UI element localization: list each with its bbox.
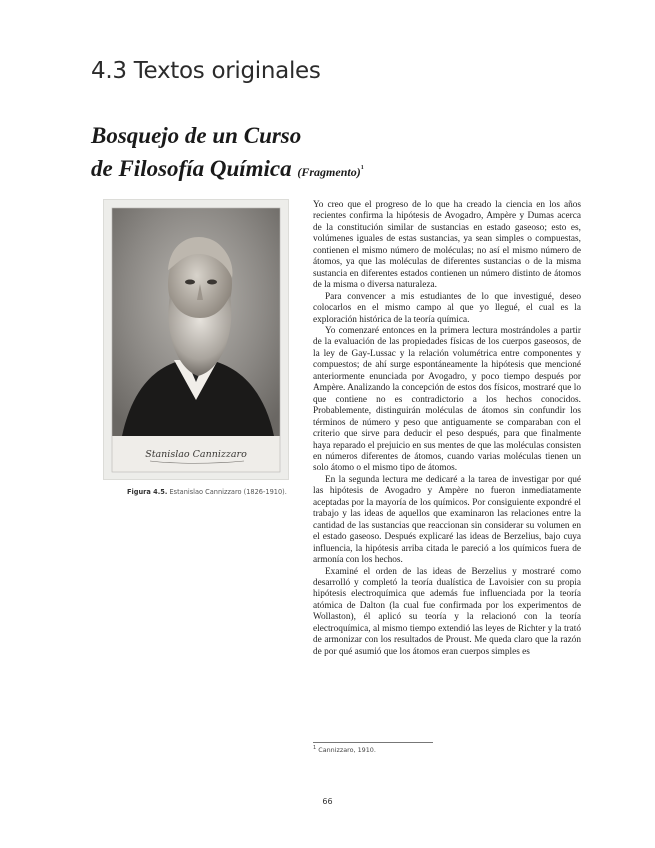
footnote-text: Cannizzaro, 1910. [318,746,376,755]
figure-label: Figura 4.5. [127,488,168,496]
title-line-2-text: de Filosofía Química [91,156,292,181]
paragraph: Yo comenzaré entonces en la primera lectura mostrándoles a partir de la evaluación de las propiedades físicas de los cuerpos gaseosos, de la ley de Gay-Lussac y la relación volumétrica entre componentes y compuestos; de ahí surge espontáneamente la hipótesis que mencioné anteriormente enunciada por Avogadro, y poco tiempo después por Ampère. Analizando la concepción de estos dos físicos, mostraré que lo que contiene no es contradictorio a los hechos conocidos. Probablemente, distinguirán moléculas de átomos sin confundir los términos de número y peso que antiguamente se comparaban con el criterio que sirve para deducir el peso después, para que finalmente haya reparado el prejuicio en sus mentes de que las moléculas consisten en números diferentes de átomos, cuando varias moléculas tienen un solo átomo o el mismo tipo de átomos. [313,325,581,474]
portrait-image [103,199,289,480]
body-text [313,200,581,658]
page-number: 66 [322,797,333,806]
title-fragment: (Fragmento) [297,165,361,179]
portrait-signature: Stanislao Cannizzaro [145,449,247,460]
footnote-mark: 1 [313,745,317,751]
title-footnote-mark: 1 [360,165,364,171]
paragraph: Yo creo que el progreso de lo que ha creado la ciencia en los años recientes confirma la hipótesis de Avogadro, Ampère y Dumas acerca de la constitución similar de sustancias en estado gaseoso; esto es, volúmenes iguales de estas sustancias, ya sean simples o compuestas, contienen el mismo número de moléculas; no así el mismo número de átomos, ya que las moléculas de diferentes sustancias o de la misma sustancia en diferentes estados contienen un número distinto de átomos de la misma o diversa naturaleza. [313,200,581,291]
figure-caption-text: Estanislao Cannizzaro (1826-1910). [169,488,287,496]
footnote-divider [313,742,433,743]
paragraph: Para convencer a mis estudiantes de lo que investigué, deseo colocarlos en el mismo campo al que yo llegué, el cual es la exploración histórica de la teoría química. [313,291,581,325]
section-heading: 4.3 Textos originales [91,58,321,84]
figure-caption [127,488,287,496]
footnote [313,745,376,754]
title-line-2 [91,152,364,188]
portrait-illustration [104,200,288,479]
document-title [91,120,364,188]
paragraph: En la segunda lectura me dedicaré a la tarea de investigar por qué las hipótesis de Avogadro y Ampère no fueron inmediatamente aceptadas por la mayoría de los químicos. Por consiguiente expondré el trabajo y las ideas de aquellos que examinaron las relaciones entre la cantidad de las sustancias que reaccionan sin considerar su volumen en el estado gaseoso. Después explicaré las ideas de Berzelius, bajo cuya influencia, la hipótesis arriba citada le pareció a los químicos fuera de armonía con los hechos. [313,474,581,566]
paragraph: Examiné el orden de las ideas de Berzelius y mostraré como desarrolló y completó la teoría dualística de Lavoisier con su propia hipótesis electroquímica que además fue influenciada por la teoría atómica de Dalton (la cual fue confirmada por los experimentos de Wollaston), él aplicó su teoría y la relacionó con la teoría electroquímica, al mismo tiempo extendió las leyes de Richter y la trató de armonizar con los resultados de Proust. Me queda claro que la razón de por qué asumió que los átomos eran cuerpos simples es [313,566,581,657]
title-line-1: Bosquejo de un Curso [91,123,302,148]
